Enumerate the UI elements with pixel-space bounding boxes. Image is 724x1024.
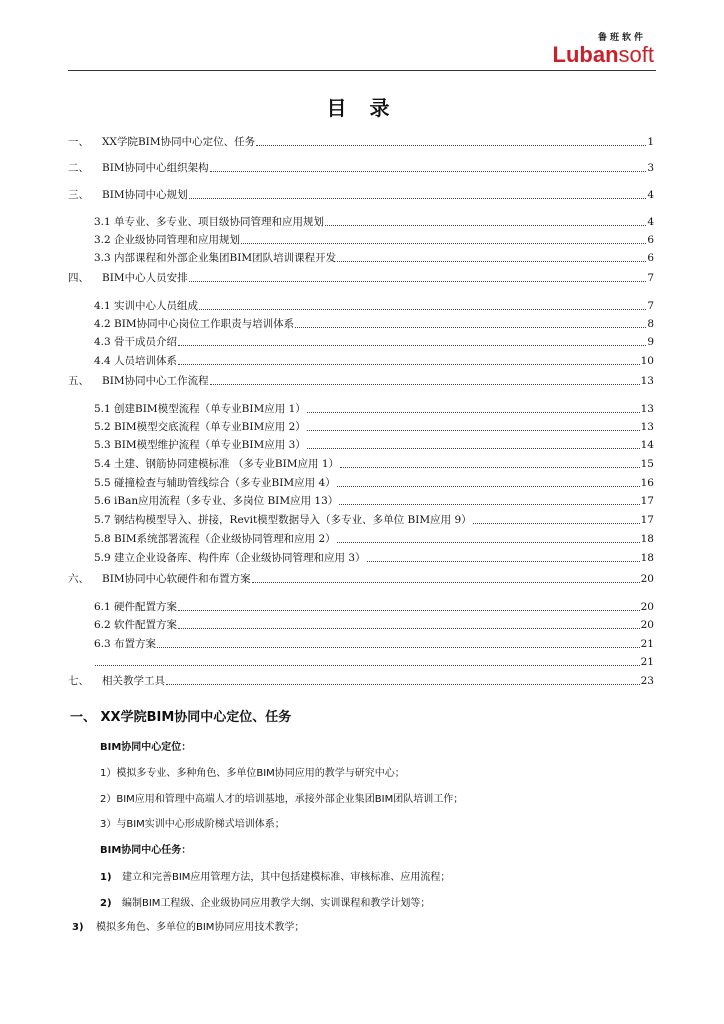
toc-entry[interactable] bbox=[94, 331, 654, 349]
toc-entry-label: BIM中心人员安排 bbox=[102, 272, 188, 284]
toc-entry-label: 3.1 单专业、多专业、项目级协同管理和应用规划 bbox=[94, 216, 325, 228]
toc-entry-label: 4.3 骨干成员介绍 bbox=[94, 336, 178, 348]
toc-entry[interactable] bbox=[94, 434, 654, 452]
toc-entry[interactable] bbox=[94, 633, 654, 651]
toc-entry-label: 3.2 企业级协同管理和应用规划 bbox=[94, 234, 241, 246]
section-heading: 一、 XX学院BIM协同中心定位、任务 bbox=[70, 710, 292, 725]
toc-entry[interactable] bbox=[68, 157, 654, 175]
toc-leader-dots bbox=[340, 466, 640, 468]
toc-leader-dots bbox=[241, 242, 646, 244]
toc-entry-label: 5.4 土建、钢筋协同建模标准 （多专业BIM应用 1） bbox=[94, 458, 340, 470]
toc-entry-label: XX学院BIM协同中心定位、任务 bbox=[102, 136, 256, 148]
toc-page-number: 7 bbox=[647, 300, 654, 312]
toc-page-number: 21 bbox=[640, 638, 654, 650]
toc-entry[interactable] bbox=[94, 229, 654, 247]
task-title: BIM协同中心任务： bbox=[100, 845, 192, 856]
toc-entry-label: 5.2 BIM模型交底流程（单专业BIM应用 2） bbox=[94, 421, 306, 433]
toc-entry-label: 4.4 人员培训体系 bbox=[94, 355, 178, 367]
logo-wordmark bbox=[553, 44, 654, 66]
toc-leader-dots bbox=[199, 308, 646, 310]
toc-leader-dots bbox=[337, 485, 640, 487]
toc-page-number: 18 bbox=[640, 552, 654, 564]
toc-entry[interactable] bbox=[94, 547, 654, 565]
toc-page-number: 17 bbox=[640, 514, 654, 526]
toc-entry[interactable] bbox=[68, 370, 654, 388]
toc-leader-dots bbox=[178, 363, 640, 365]
logo-luban: Luban bbox=[552, 42, 619, 67]
toc-page-number: 21 bbox=[640, 656, 654, 668]
position-item: 1）模拟多专业、多种角色、多单位BIM协同应用的教学与研究中心； bbox=[100, 768, 405, 779]
toc-entry-number: 四、 bbox=[68, 272, 89, 284]
toc-page-number: 18 bbox=[640, 533, 654, 545]
logo-chinese-text: 鲁班软件 bbox=[597, 33, 646, 43]
toc-leader-dots bbox=[178, 609, 640, 611]
toc-title: 目 录 bbox=[326, 96, 398, 120]
toc-entry-label: BIM协同中心软硬件和布置方案 bbox=[102, 573, 251, 585]
toc-entry-number: 五、 bbox=[68, 375, 89, 387]
toc-page-number: 13 bbox=[640, 403, 654, 415]
task-text: 编制BIM工程级、企业级协同应用教学大纲、实训课程和教学计划等； bbox=[122, 898, 431, 909]
task-text: 建立和完善BIM应用管理方法，其中包括建模标准、审核标准、应用流程； bbox=[122, 872, 451, 883]
toc-page-number: 16 bbox=[640, 477, 654, 489]
toc-entry-number: 六、 bbox=[68, 573, 89, 585]
toc-entry[interactable] bbox=[68, 267, 654, 285]
toc-entry[interactable] bbox=[94, 398, 654, 416]
toc-entry[interactable] bbox=[94, 528, 654, 546]
toc-leader-dots bbox=[337, 260, 646, 262]
toc-entry-label: 5.1 创建BIM模型流程（单专业BIM应用 1） bbox=[94, 403, 306, 415]
toc-entry-label: 6.1 硬件配置方案 bbox=[94, 601, 178, 613]
company-logo bbox=[553, 30, 654, 66]
toc-page-number: 14 bbox=[640, 439, 654, 451]
toc-entry[interactable] bbox=[94, 453, 654, 471]
toc-entry-label: 6.2 软件配置方案 bbox=[94, 619, 178, 631]
task-num: 2) bbox=[100, 898, 112, 909]
toc-page-number: 9 bbox=[647, 336, 654, 348]
toc-entry[interactable] bbox=[68, 670, 654, 688]
toc-entry-label: 4.2 BIM协同中心岗位工作职责与培训体系 bbox=[94, 318, 295, 330]
toc-entry[interactable] bbox=[94, 472, 654, 490]
toc-page-number: 20 bbox=[640, 619, 654, 631]
toc-entry-label: 5.5 碰撞检查与辅助管线综合（多专业BIM应用 4） bbox=[94, 477, 336, 489]
toc-leader-dots bbox=[307, 447, 640, 449]
toc-leader-dots bbox=[337, 541, 640, 543]
toc-page-number: 1 bbox=[647, 136, 654, 148]
toc-leader-dots bbox=[189, 280, 647, 282]
toc-page-number: 8 bbox=[647, 318, 654, 330]
task-item bbox=[100, 868, 450, 883]
position-item: 2）BIM应用和管理中高端人才的培训基地，承接外部企业集团BIM团队培训工作； bbox=[100, 794, 464, 805]
toc-page-number: 20 bbox=[640, 573, 654, 585]
task-num: 3) bbox=[72, 922, 84, 933]
toc-entry-number: 七、 bbox=[68, 675, 89, 687]
toc-entry-label: 5.9 建立企业设备库、构件库（企业级协同管理和应用 3） bbox=[94, 552, 366, 564]
toc-leader-dots bbox=[178, 344, 646, 346]
toc-entry[interactable] bbox=[68, 131, 654, 149]
toc-leader-dots bbox=[189, 197, 647, 199]
toc-entry[interactable] bbox=[94, 295, 654, 313]
toc-page-number: 13 bbox=[640, 375, 654, 387]
toc-entry-label: 5.7 钢结构模型导入、拼接，Revit模型数据导入（多专业、多单位 BIM应用 9） bbox=[94, 514, 472, 526]
toc-entry-label: 3.3 内部课程和外部企业集团BIM团队培训课程开发 bbox=[94, 252, 337, 264]
task-text: 模拟多角色、多单位的BIM协同应用技术教学； bbox=[96, 922, 305, 933]
toc-page-number: 6 bbox=[647, 234, 654, 246]
toc-entry[interactable] bbox=[94, 596, 654, 614]
toc-page-number: 20 bbox=[640, 601, 654, 613]
task-num: 1) bbox=[100, 872, 112, 883]
toc-entry[interactable] bbox=[94, 247, 654, 265]
toc-page-number: 3 bbox=[647, 162, 654, 174]
toc-entry[interactable] bbox=[94, 350, 654, 368]
toc-entry-label: BIM协同中心规划 bbox=[102, 189, 188, 201]
toc-entry[interactable] bbox=[68, 568, 654, 586]
position-item: 3）与BIM实训中心形成阶梯式培训体系； bbox=[100, 819, 285, 830]
toc-entry[interactable] bbox=[94, 651, 654, 669]
toc-page-number: 23 bbox=[640, 675, 654, 687]
header-rule bbox=[68, 70, 656, 71]
toc-leader-dots bbox=[178, 627, 640, 629]
task-item bbox=[72, 918, 304, 933]
toc-entry[interactable] bbox=[94, 490, 654, 508]
toc-entry-label: 5.8 BIM系统部署流程（企业级协同管理和应用 2） bbox=[94, 533, 336, 545]
toc-leader-dots bbox=[325, 224, 646, 226]
toc-leader-dots bbox=[210, 383, 640, 385]
toc-leader-dots bbox=[95, 664, 640, 666]
toc-entry[interactable] bbox=[68, 184, 654, 202]
toc-entry-number: 一、 bbox=[68, 136, 89, 148]
logo-soft: soft bbox=[618, 42, 654, 67]
toc-entry-number: 二、 bbox=[68, 162, 89, 174]
toc-page-number: 4 bbox=[647, 189, 654, 201]
toc-entry[interactable] bbox=[94, 313, 654, 331]
toc-entry[interactable] bbox=[94, 614, 654, 632]
toc-leader-dots bbox=[307, 429, 640, 431]
toc-entry-label: 相关教学工具 bbox=[102, 675, 165, 687]
toc-leader-dots bbox=[157, 646, 640, 648]
toc-page-number: 7 bbox=[647, 272, 654, 284]
toc-page-number: 17 bbox=[640, 495, 654, 507]
toc-leader-dots bbox=[295, 326, 646, 328]
position-title: BIM协同中心定位： bbox=[100, 742, 192, 753]
toc-entry-label: 5.3 BIM模型维护流程（单专业BIM应用 3） bbox=[94, 439, 306, 451]
toc-leader-dots bbox=[256, 144, 646, 146]
toc-entry-label: BIM协同中心组织架构 bbox=[102, 162, 209, 174]
task-item bbox=[100, 894, 430, 909]
toc-page-number: 4 bbox=[647, 216, 654, 228]
toc-entry-label: 5.6 iBan应用流程（多专业、多岗位 BIM应用 13） bbox=[94, 495, 339, 507]
toc-entry[interactable] bbox=[94, 211, 654, 229]
toc-entry[interactable] bbox=[94, 509, 654, 527]
toc-page-number: 15 bbox=[640, 458, 654, 470]
toc-leader-dots bbox=[210, 170, 647, 172]
toc-entry-label: BIM协同中心工作流程 bbox=[102, 375, 209, 387]
toc-entry-label: 6.3 布置方案 bbox=[94, 638, 157, 650]
toc-leader-dots bbox=[473, 522, 640, 524]
toc-leader-dots bbox=[252, 581, 640, 583]
toc-leader-dots bbox=[166, 683, 640, 685]
toc-entry-number: 三、 bbox=[68, 189, 89, 201]
toc-page-number: 6 bbox=[647, 252, 654, 264]
toc-page-number: 13 bbox=[640, 421, 654, 433]
toc-entry-label: 4.1 实训中心人员组成 bbox=[94, 300, 199, 312]
toc-leader-dots bbox=[339, 503, 639, 505]
toc-leader-dots bbox=[367, 560, 640, 562]
toc-leader-dots bbox=[307, 411, 640, 413]
toc-page-number: 10 bbox=[640, 355, 654, 367]
toc-entry[interactable] bbox=[94, 416, 654, 434]
